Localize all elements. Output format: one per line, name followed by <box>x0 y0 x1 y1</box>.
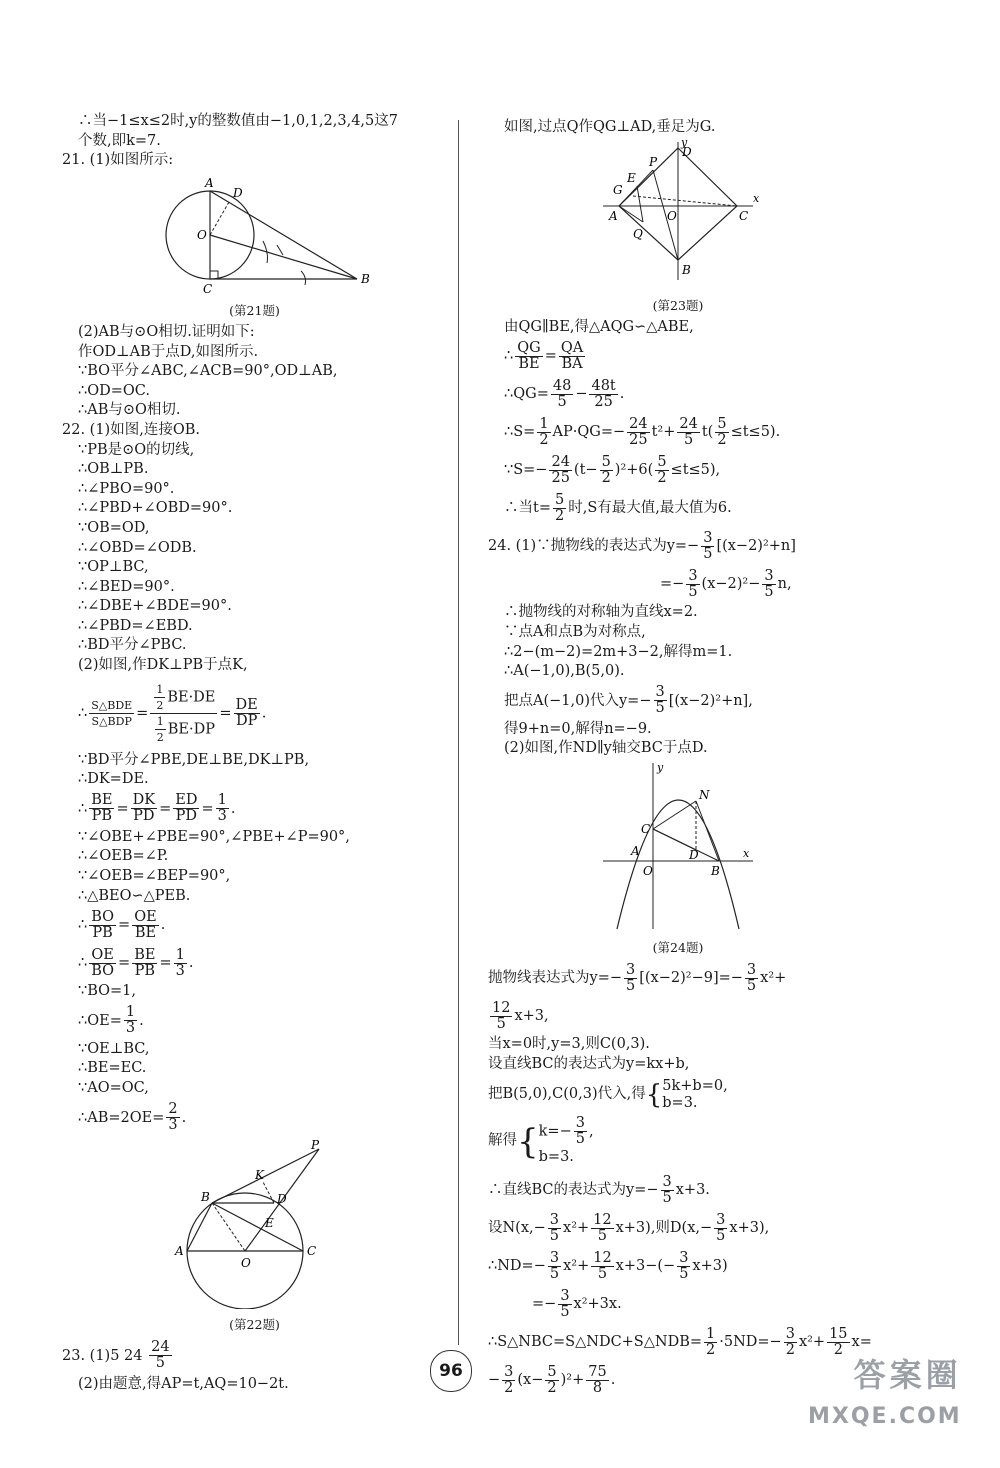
fig24-label-d: D <box>689 847 699 862</box>
qgv-prefix: ∴QG= <box>504 386 549 403</box>
al2-d1: 2 <box>504 1379 514 1396</box>
parab-line <box>488 959 868 997</box>
oe-end: . <box>139 1012 144 1029</box>
sys2-prefix: 解得 <box>488 1133 517 1150</box>
system-2: 解得{ k=− $\frac{3}{5}$ , b=3. <box>488 1115 594 1166</box>
q22-line-3: ∴∠PBO=90°. <box>78 480 175 497</box>
nd-d3: 5 <box>679 1265 689 1282</box>
nd-suffix: x+3) <box>692 1258 728 1275</box>
al2-suffix: . <box>610 1372 616 1389</box>
qgr-prefix: ∴ <box>504 348 514 365</box>
r3-three: 3 <box>175 962 185 979</box>
fig21-label-b: B <box>360 271 370 286</box>
r3-one: 1 <box>175 946 185 963</box>
qg-be-line: 由QG∥BE,得△AQG∽△ABE, <box>504 318 694 335</box>
fig24-label-b: B <box>711 863 720 878</box>
sl2-d1: 25 <box>551 469 570 486</box>
pl-prefix: 抛物线表达式为y=− <box>488 970 622 987</box>
be-dp: BE·DP <box>167 721 215 738</box>
left-column <box>62 112 447 1394</box>
watermark-logo-text: 答案圈 <box>853 1356 962 1394</box>
q23-d: 5 <box>155 1355 165 1372</box>
sub-prefix: 把点A(−1,0)代入y=− <box>504 692 652 709</box>
figure-23-caption: (第23题) <box>652 298 704 314</box>
system-1: 把B(5,0),C(0,3)代入,得{ 5k+b=0, b=3. <box>488 1078 728 1112</box>
q23-n: 24 <box>151 1339 170 1356</box>
r1-pd2: PD <box>175 808 198 825</box>
q22-line-7: ∵OP⊥BC, <box>78 559 149 576</box>
q21-part2-line-2: 作OD⊥AB于点D,如图所示. <box>78 343 259 360</box>
q24e2-d2: 5 <box>764 583 774 600</box>
bo-equals-one: ∵BO=1, <box>78 983 137 1000</box>
eq-2: = <box>219 705 232 722</box>
fig22-label-d: D <box>276 1191 287 1206</box>
qgv-n1: 48 <box>552 377 572 394</box>
bc-d: 5 <box>662 1189 672 1206</box>
fig22-label-o: O <box>240 1255 251 1270</box>
nd-n3: 3 <box>679 1249 689 1266</box>
q24h-prefix: 24. (1)∵抛物线的表达式为y=− <box>488 538 700 555</box>
r1-three: 3 <box>217 808 227 825</box>
ab-end: . <box>181 1109 187 1126</box>
r3-be: BE <box>134 946 156 963</box>
r3-end: . <box>188 955 194 972</box>
q24e2-suffix: n, <box>777 576 792 593</box>
q22-lines2-1: ∵BD平分∠PBE,DE⊥BE,DK⊥PB, <box>78 751 310 768</box>
nl-n2: 12 <box>593 1211 612 1228</box>
qgr-eq: = <box>544 348 557 365</box>
r3-eq2: = <box>159 955 172 972</box>
q23-prefix: 23. (1)5 24 <box>62 1347 148 1364</box>
q24-line-1: ∴抛物线的对称轴为直线x=2. <box>504 604 698 621</box>
qgv-minus: − <box>575 386 588 403</box>
q21-part2-line-1: (2)AB与⊙O相切.证明如下: <box>78 323 255 340</box>
oe-one: 1 <box>125 1004 136 1021</box>
q22-lines3-4: ∴△BEO∽△PEB. <box>78 887 191 904</box>
fig24-label-y: y <box>657 760 664 774</box>
eq-1: = <box>136 705 149 722</box>
q24h-d: 5 <box>703 545 713 562</box>
sl2-prefix: ∵S=− <box>504 462 548 479</box>
parab-line-2 <box>488 997 868 1035</box>
pl-d2: 5 <box>746 977 757 994</box>
pl-d1: 5 <box>626 977 636 994</box>
half-d-1: 2 <box>156 698 164 712</box>
fig24-label-x: x <box>743 846 750 860</box>
sl-prefix: ∴S= <box>504 424 536 441</box>
al-n2: 3 <box>785 1325 795 1342</box>
nl-n3: 3 <box>716 1211 726 1228</box>
nl-m2: x+3),则D(x,− <box>615 1220 713 1237</box>
q22-lines4-3: ∵AO=OC, <box>78 1080 149 1096</box>
r2-pb: PB <box>92 924 113 941</box>
fig23-label-y: y <box>681 139 688 149</box>
sl-range: ≤t≤5). <box>730 424 781 441</box>
watermark-url: MXQE.COM <box>808 1404 962 1429</box>
nd-n1: 3 <box>549 1249 560 1266</box>
n-line <box>488 1209 868 1247</box>
q24-lines3-2: 设直线BC的表达式为y=kx+b, <box>488 1055 690 1072</box>
fig24-label-c: C <box>641 821 651 836</box>
nl-d1: 5 <box>549 1227 560 1244</box>
al-suffix: x= <box>851 1334 872 1351</box>
ab-prefix: ∴AB=2OE= <box>78 1109 165 1126</box>
figure-22-caption: (第22题) <box>229 1317 280 1333</box>
al-n3: 15 <box>829 1325 848 1342</box>
al-m2: x²+ <box>798 1334 826 1351</box>
nd-m2: x+3−(− <box>615 1258 676 1275</box>
r1-prefix: ∴ <box>78 800 88 817</box>
qgv-d2: 25 <box>594 393 613 410</box>
r1-end: . <box>230 800 236 817</box>
figure-23-diagram <box>593 140 763 290</box>
q23-head <box>62 1337 447 1375</box>
pl2-d: 5 <box>496 1015 506 1032</box>
ml-prefix: ∴当t= <box>504 500 551 517</box>
nl-n1: 3 <box>549 1211 560 1228</box>
nl-prefix: 设N(x,− <box>488 1220 546 1237</box>
sl-d2: 5 <box>684 431 694 448</box>
fig23-label-b: B <box>682 262 691 277</box>
fig23-label-x: x <box>753 191 760 205</box>
nl-suffix: x+3), <box>729 1220 770 1237</box>
sys1-prefix: 把B(5,0),C(0,3)代入,得 <box>488 1086 646 1103</box>
nd-m1: x²+ <box>563 1258 590 1275</box>
figure-21-caption: (第21题) <box>229 303 280 319</box>
sl-d1: 25 <box>629 431 648 448</box>
r1-eq3: = <box>201 800 214 817</box>
nl-d2: 5 <box>597 1227 607 1244</box>
half-n-1: 1 <box>156 682 164 696</box>
q24h-suffix: [(x−2)²+n] <box>716 538 796 555</box>
sl-n2: 24 <box>679 415 698 432</box>
ml-d: 2 <box>554 507 565 524</box>
frac-de: DE <box>235 696 258 713</box>
sys2-l1a: k=− <box>538 1123 572 1140</box>
al-n1: 1 <box>706 1325 716 1342</box>
r2-end: . <box>160 917 166 934</box>
al2-n2: 5 <box>547 1363 557 1380</box>
oe-prefix: ∴OE= <box>78 1012 122 1029</box>
s-bdp: S△BDP <box>91 714 132 728</box>
q24h-n: 3 <box>703 529 713 546</box>
bc-prefix: ∴直线BC的表达式为y=− <box>488 1182 659 1199</box>
q24-eq2 <box>488 565 868 603</box>
bc-n: 3 <box>662 1173 672 1190</box>
r1-dk: DK <box>132 792 156 809</box>
r1-one: 1 <box>217 792 227 809</box>
fig24-label-n: N <box>699 787 710 802</box>
qgv-d1: 5 <box>557 393 567 410</box>
sl2-n1: 24 <box>551 453 570 470</box>
ab-two: 2 <box>168 1101 178 1118</box>
pl-n2: 3 <box>746 961 757 978</box>
sl2-n3: 5 <box>657 453 667 470</box>
q21-part2-line-4: ∴OD=OC. <box>78 382 150 399</box>
fig22-label-p: P <box>310 1138 319 1152</box>
fig23-label-e: E <box>627 170 636 185</box>
al2-d3: 8 <box>592 1379 603 1396</box>
q24-line-2: ∵点A和点B为对称点, <box>504 623 646 640</box>
r3-prefix: ∴ <box>78 955 88 972</box>
figure-22 <box>62 1139 447 1335</box>
al-d1: 2 <box>706 1341 716 1358</box>
r3-pb: PB <box>134 962 156 979</box>
fig22-label-e: E <box>264 1215 274 1230</box>
pl2-n: 12 <box>492 999 511 1016</box>
q22-line-12: (2)如图,作DK⊥PB于点K, <box>78 657 248 674</box>
q22-line-9: ∴∠DBE+∠BDE=90°. <box>78 598 232 615</box>
pl-mid: [(x−2)²−9]=− <box>639 970 743 987</box>
ab-value <box>62 1099 447 1137</box>
figure-21 <box>62 173 447 321</box>
sub-n: 3 <box>655 684 665 701</box>
q22-lines4-2: ∴BE=EC. <box>78 1060 147 1077</box>
nl-m1: x²+ <box>563 1220 590 1237</box>
qgv-n2: 48t <box>591 377 616 394</box>
q22-line-1: ∵PB是⊙O的切线, <box>78 441 195 458</box>
qgr-ba: BA <box>561 355 583 372</box>
pl-suffix: x²+ <box>760 970 787 987</box>
r3-oe: OE <box>89 948 116 964</box>
oe-value <box>62 1002 447 1040</box>
q20-line-1: ∴当−1≤x≤2时,y的整数值由−1,0,1,2,3,4,5这7 <box>78 113 398 129</box>
ab-three: 3 <box>168 1117 178 1134</box>
q22-line-6: ∴∠OBD=∠ODB. <box>78 539 197 556</box>
sl-t2: t²+ <box>651 424 676 441</box>
sys1-l2: b=3. <box>662 1095 698 1112</box>
q21-part2-line-3: ∵BO平分∠ABC,∠ACB=90°,OD⊥AB, <box>78 363 338 380</box>
sl2-pow: )²+6( <box>614 462 654 479</box>
sl-n1: 24 <box>629 415 648 432</box>
sys2-l1b: , <box>588 1123 594 1140</box>
r1-be: BE <box>91 792 113 809</box>
sl-hn: 1 <box>539 415 549 432</box>
q24-head <box>488 527 868 565</box>
al-d3: 2 <box>833 1341 843 1358</box>
column-divider <box>458 120 459 1345</box>
qgr-qg: QG <box>517 339 541 356</box>
qg-value <box>488 375 868 413</box>
sub-d: 5 <box>655 700 665 717</box>
nd-n2: 12 <box>593 1249 612 1266</box>
frac-dp: DP <box>235 712 258 729</box>
period: . <box>261 705 267 722</box>
ratio3-formula <box>62 944 447 982</box>
pl-n1: 3 <box>626 961 636 978</box>
qgr-be: BE <box>518 355 540 372</box>
fig21-label-d: D <box>232 185 243 200</box>
s-bde: S△BDE <box>91 698 133 712</box>
al2-n1: 3 <box>504 1363 514 1380</box>
ml-n: 5 <box>554 491 565 508</box>
sys1-l1: 5k+b=0, <box>662 1078 728 1095</box>
q24-lines2-2: (2)如图,作ND∥y轴交BC于点D. <box>504 740 708 757</box>
ratio1-formula <box>62 790 447 828</box>
al2-prefix: − <box>488 1372 501 1389</box>
q22-lines3-3: ∵∠OEB=∠BEP=90°, <box>78 868 231 885</box>
nl-d3: 5 <box>716 1227 726 1244</box>
fig22-label-b: B <box>200 1189 210 1204</box>
page-number: 96 <box>430 1350 472 1392</box>
r2-oe: OE <box>134 908 157 925</box>
r2-bo: BO <box>91 908 115 925</box>
r2-be: BE <box>134 924 157 941</box>
fig23-label-a: A <box>609 208 618 223</box>
sys2-l2: b=3. <box>538 1149 574 1166</box>
fig21-label-o: O <box>196 227 207 242</box>
q22-line-5: ∵OB=OD, <box>78 519 150 536</box>
r2-eq: = <box>118 917 131 934</box>
sl-n3: 5 <box>717 415 727 432</box>
sl2-n2: 5 <box>601 453 611 470</box>
q24e2-prefix: =− <box>660 576 685 593</box>
nd2-prefix: =− <box>532 1296 557 1313</box>
al2-m1: (x− <box>517 1372 544 1389</box>
half-d-2: 2 <box>156 730 164 744</box>
q22-line-8: ∴∠BED=90°. <box>78 578 175 595</box>
r2-prefix: ∴ <box>78 917 88 934</box>
s-line-2 <box>488 451 868 489</box>
s-ratio-formula <box>62 682 447 745</box>
q24-lines2-1: 得9+n=0,解得n=−9. <box>504 720 652 737</box>
sub-line <box>488 682 868 720</box>
qgr-qa: QA <box>560 339 584 356</box>
half-n-2: 1 <box>156 714 164 728</box>
q22-line-4: ∴∠PBD+∠OBD=90°. <box>78 500 233 517</box>
al2-d2: 2 <box>547 1379 557 1396</box>
fig24-label-a: A <box>631 843 640 858</box>
r1-pb: PB <box>91 808 113 825</box>
fig23-label-g: G <box>613 182 623 197</box>
fig22-label-a: A <box>174 1243 184 1258</box>
nd2-n: 3 <box>560 1287 570 1304</box>
qgv-end: . <box>619 386 625 403</box>
fig23-label-q: Q <box>633 226 643 241</box>
q22-head: 22. (1)如图,连接OB. <box>62 421 200 438</box>
nd-prefix: ∴ND=− <box>488 1258 546 1275</box>
r1-pd: PD <box>133 808 155 825</box>
fig23-label-o: O <box>667 208 677 223</box>
r3-eq1: = <box>118 955 131 972</box>
oe-three: 3 <box>125 1020 136 1037</box>
al2-m2: )²+ <box>560 1372 585 1389</box>
figure-21-diagram <box>135 173 375 295</box>
sl2-d3: 2 <box>657 469 667 486</box>
r1-ed: ED <box>175 792 198 809</box>
al-d2: 2 <box>785 1341 795 1358</box>
bc-suffix: x+3. <box>675 1182 710 1199</box>
al2-n3: 75 <box>588 1363 607 1380</box>
watermark <box>808 1350 962 1429</box>
sl-mid: AP·QG=− <box>552 424 626 441</box>
q22-lines4-1: ∵OE⊥BC, <box>78 1040 150 1057</box>
sl2-range: ≤t≤5), <box>670 462 721 479</box>
q22-lines3-1: ∵∠OBE+∠PBE=90°,∠PBE+∠P=90°, <box>78 828 350 845</box>
fig22-label-c: C <box>306 1243 316 1258</box>
q24e2-n1: 3 <box>688 567 698 584</box>
fig21-label-c: C <box>202 281 212 295</box>
q21-head: 21. (1)如图所示: <box>62 152 174 169</box>
ratio2-formula <box>62 906 447 944</box>
q24e2-d1: 5 <box>688 583 698 600</box>
sys2-d: 5 <box>575 1131 585 1148</box>
nd2-d: 5 <box>560 1303 570 1320</box>
r1-eq1: = <box>116 800 129 817</box>
q22-lines3-2: ∴∠OEB=∠P. <box>78 848 169 865</box>
nd-line-2 <box>488 1285 868 1323</box>
q24-line-3: ∴2−(m−2)=2m+3−2,解得m=1. <box>504 643 733 660</box>
qg-ratio <box>488 337 868 375</box>
fig23-label-d: D <box>682 144 692 159</box>
figure-24 <box>488 761 868 957</box>
sl-hd: 2 <box>539 431 549 448</box>
q20-line-2: 个数,即k=7. <box>78 132 161 149</box>
nd-line <box>488 1247 868 1285</box>
sl-d3: 2 <box>717 431 727 448</box>
fig22-label-k: K <box>254 1167 264 1182</box>
sl-t: t( <box>701 424 714 441</box>
q24e2-n2: 3 <box>764 567 774 584</box>
q21-part2-line-5: ∴AB与⊙O相切. <box>78 402 181 419</box>
s-ratio-prefix: ∴ <box>78 705 88 722</box>
q22-line-10: ∴∠PBD=∠EBD. <box>78 617 193 634</box>
figure-24-caption: (第24题) <box>652 939 704 955</box>
ml-suffix: 时,S有最大值,最大值为6. <box>568 500 732 517</box>
s-line <box>488 413 868 451</box>
al-prefix: ∴S△NBC=S△NDC+S△NDB= <box>488 1334 703 1351</box>
fig24-label-o: O <box>643 863 653 878</box>
figure-24-diagram <box>593 761 763 931</box>
q23-part2: (2)由题意,得AP=t,AQ=10−2t. <box>78 1375 289 1392</box>
q23-top-line: 如图,过点Q作QG⊥AD,垂足为G. <box>504 119 716 135</box>
sl2-mid: (t− <box>573 462 598 479</box>
nd-d1: 5 <box>549 1265 560 1282</box>
bc-line <box>488 1171 868 1209</box>
nd2-suffix: x²+3x. <box>573 1296 622 1313</box>
pl2-suffix: x+3, <box>514 1008 549 1025</box>
r3-bo: BO <box>91 962 115 979</box>
figure-22-diagram <box>165 1139 345 1309</box>
q24e2-mid: (x−2)²− <box>701 576 761 593</box>
q22-lines2-2: ∴DK=DE. <box>78 771 149 788</box>
sys2-n: 3 <box>575 1115 585 1132</box>
sub-suffix: [(x−2)²+n], <box>668 692 753 709</box>
q24-lines3-1: 当x=0时,y=3,则C(0,3). <box>488 1036 650 1053</box>
fig21-label-a: A <box>204 175 214 190</box>
figure-23 <box>488 140 868 316</box>
r1-eq2: = <box>159 800 172 817</box>
max-line <box>488 489 868 527</box>
right-column <box>488 112 872 1399</box>
q22-line-11: ∴BD平分∠PBC. <box>78 637 187 654</box>
fig23-label-p: P <box>649 154 658 169</box>
fig23-label-c: C <box>739 208 749 223</box>
al-m1: ·5ND=− <box>719 1334 782 1351</box>
nd-d2: 5 <box>597 1265 608 1282</box>
q22-line-2: ∴OB⊥PB. <box>78 461 149 478</box>
be-de: BE·DE <box>167 689 216 706</box>
q24-line-4: ∴A(−1,0),B(5,0). <box>504 663 625 680</box>
sl2-d2: 2 <box>601 469 611 486</box>
